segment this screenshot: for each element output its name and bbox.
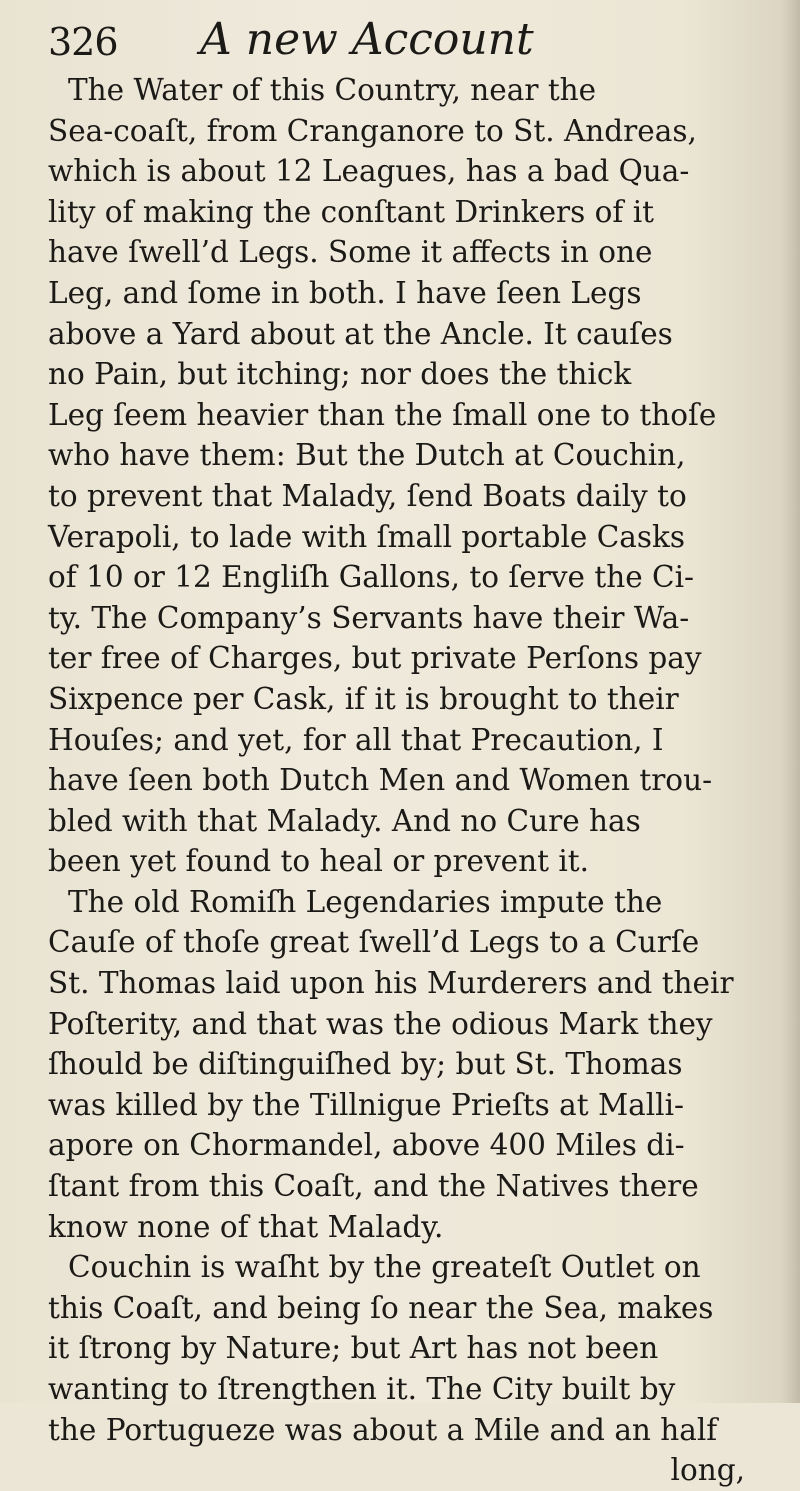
text-line: this Coaſt, and being ſo near the Sea, makes: [48, 1290, 714, 1325]
text-line: it ſtrong by Nature; but Art has not been: [48, 1331, 659, 1366]
text-line: lity of making the conſtant Drinkers of it: [48, 194, 655, 229]
text-line: ty. The Company’s Servants have their Wa-: [48, 600, 690, 635]
text-line: ſtant from this Coaſt, and the Natives there: [48, 1169, 699, 1204]
text-line: bled with that Malady. And no Cure has: [48, 803, 641, 838]
text-line: to prevent that Malady, ſend Boats daily to: [48, 478, 687, 513]
text-line: ter free of Charges, but private Perſons pay: [48, 641, 702, 676]
text-line: Leg, and ſome in both. I have ſeen Legs: [48, 275, 642, 310]
text-line: of 10 or 12 Engliſh Gallons, to ſerve the Ci-: [48, 560, 695, 595]
text-line: Houſes; and yet, for all that Precaution, I: [48, 722, 664, 757]
text-line: Cauſe of thoſe great ſwell’d Legs to a Curſe: [48, 925, 700, 960]
body-text: [48, 70, 753, 1491]
text-line: Verapoli, to lade with ſmall portable Casks: [48, 519, 686, 554]
page-header: [48, 14, 748, 70]
text-line: Couchin is waſht by the greateſt Outlet on: [68, 1250, 701, 1285]
text-line: ſhould be diſtinguiſhed by; but St. Thomas: [48, 1047, 683, 1082]
text-line: Sea-coaſt, from Cranganore to St. Andreas,: [48, 113, 697, 148]
text-line: Leg ſeem heavier than the ſmall one to thoſe: [48, 397, 717, 432]
text-line: St. Thomas laid upon his Murderers and their: [48, 966, 734, 1001]
text-line: wanting to ſtrengthen it. The City built by: [48, 1372, 676, 1406]
text-line: Sixpence per Cask, if it is brought to their: [48, 681, 679, 716]
text-line: who have them: But the Dutch at Couchin,: [48, 438, 686, 473]
text-line: know none of that Malady.: [48, 1209, 444, 1244]
text-line: no Pain, but itching; nor does the thick: [48, 357, 632, 392]
text-line: which is about 12 Leagues, has a bad Qua-: [48, 154, 690, 189]
page-edge-shadow: [782, 0, 800, 1403]
text-line: The old Romiſh Legendaries impute the: [68, 884, 663, 919]
text-line: the Portugueze was about a Mile and an half: [48, 1412, 718, 1447]
text-line: been yet found to heal or prevent it.: [48, 844, 590, 879]
page-number: 326: [48, 20, 118, 64]
catchword: long,: [670, 1453, 745, 1488]
text-line: have ſeen both Dutch Men and Women trou-: [48, 763, 713, 798]
text-line: have ſwell’d Legs. Some it affects in one: [48, 235, 653, 270]
text-line: Poſterity, and that was the odious Mark they: [48, 1006, 713, 1041]
text-line: above a Yard about at the Ancle. It cauſes: [48, 316, 673, 351]
running-title: A new Account: [200, 14, 534, 65]
text-line: apore on Chormandel, above 400 Miles di-: [48, 1128, 685, 1163]
text-line: The Water of this Country, near the: [68, 73, 597, 107]
text-line: was killed by the Tillnigue Prieſts at Malli-: [48, 1087, 685, 1122]
